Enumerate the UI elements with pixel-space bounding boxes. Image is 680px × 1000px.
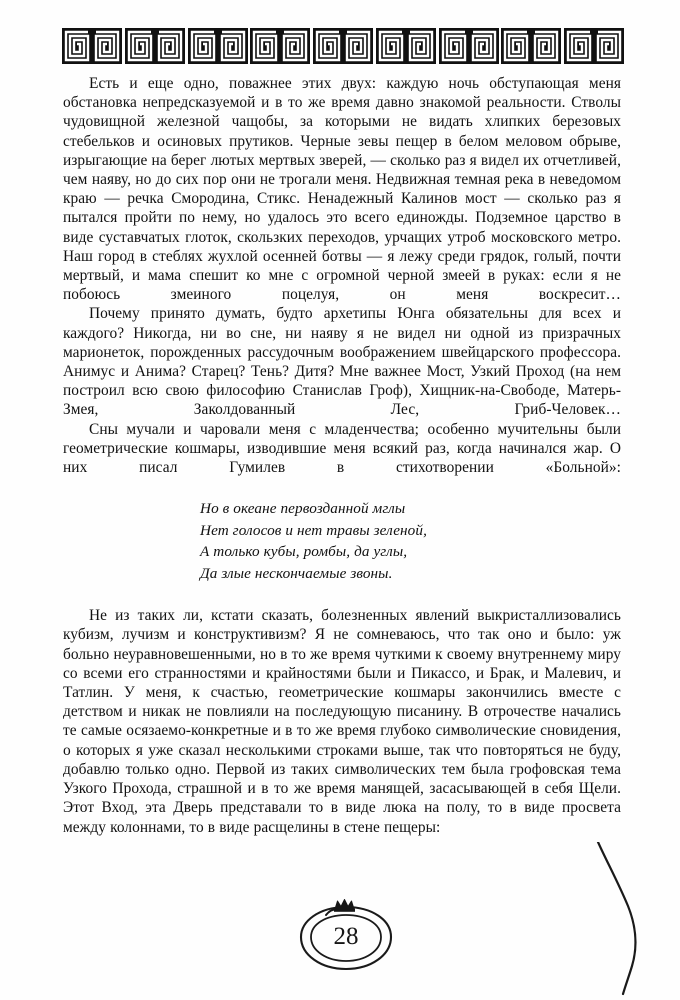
meander-pair <box>188 28 248 64</box>
crown-icon <box>326 900 355 916</box>
meander-pair <box>250 28 310 64</box>
verse-line: А только кубы, ромбы, да углы, <box>200 543 408 561</box>
hand-drawn-ink-curve <box>596 842 676 1000</box>
paragraph: Есть и еще одно, поважнее этих двух: каждую ночь обступающая меня обстановка непредсказуемой и в то же время давно знакомой реальности. Стволы чудовищной железной чащобы, за которыми не видать хлипких березовых стебельков и осиновых прутиков. Черные зевы пещер в белом меловом обрыве, изрыгающие на берег лютых мертвых зверей, — сколько раз я видел их отчетливей, чем наяву, но до сих пор они не трогали меня. Недвижная темная река в неведомом краю — речка Смородина, Стикс. Ненадежный Калинов мост — сколько раз я пытался пройти по нему, но удалось это всего единожды. Подземное царство в виде суставчатых глоток, скользких переходов, урчащих утроб московского метро. Наш город в стеблях жухлой осенней ботвы — я лежу среди грядок, голый, почти мертвый, и мама спешит ко мне с огромной черной змеей в руках: если я не побоюсь змеиного поцелуя, он меня воскресит… <box>63 75 621 304</box>
verse-block <box>63 498 621 584</box>
paragraph: Сны мучали и чаровали меня с младенчества; особенно мучительны были геометрические кошмары, изводившие меня всякий раз, когда начинался жар. О них писал Гумилев в стихотворении «Больной»: <box>63 420 621 477</box>
folio-medallion <box>296 896 396 974</box>
verse-line: Но в океане первозданной мглы <box>200 500 406 518</box>
page-number: 28 <box>333 923 359 950</box>
greek-key-ornament-band <box>62 28 624 64</box>
meander-pair <box>125 28 185 64</box>
paragraph: Почему принято думать, будто архетипы Юнга обязательны для всех и каждого? Никогда, ни во сне, ни наяву я не видел ни одной из призрачных марионеток, порожденных рассудочным воображением швейцарского профессора. Анимус и Анима? Старец? Тень? Дитя? Мне важнее Мост, Узкий Проход (на нем построил всю свою философию Станислав Гроф), Хищник-на-Свободе, Матерь-Змея, Заколдованный Лес, Гриб-Человек… <box>63 305 621 419</box>
meander-pair <box>62 28 122 64</box>
meander-pair <box>439 28 499 64</box>
meander-pair <box>564 28 624 64</box>
text-column <box>63 74 621 837</box>
verse-line: Нет голосов и нет травы зеленой, <box>200 521 427 539</box>
paragraph: Не из таких ли, кстати сказать, болезненных явлений выкристаллизовались кубизм, лучизм и конструктивизм? Я не сомневаюсь, что так оно и было: уж больно неуравновешенными, но в то же время чуткими к своему внутреннему миру со всеми его странностями и крайностями были и Пикассо, и Брак, и Малевич, и Татлин. У меня, к счастью, геометрические кошмары закончились вместе с детством и никак не повлияли на последующую писанину. В отрочестве начались те самые осязаемо-конкретные и в то же время глубоко символические сновидения, о которых я уже сказал несколькими строками выше, так что повторяться не буду, добавлю только одно. Первой из таких символических тем была грофовская тема Узкого Прохода, страшной и в то же время манящей, засасывающей в себя Щели. Этот Вход, эта Дверь представали то в виде люка на полу, то в виде просвета между колоннами, то в виде расщелины в стене пещеры: <box>63 607 621 836</box>
verse-line: Да злые нескончаемые звоны. <box>200 564 393 582</box>
meander-pair <box>376 28 436 64</box>
meander-pair <box>501 28 561 64</box>
meander-pair <box>313 28 373 64</box>
